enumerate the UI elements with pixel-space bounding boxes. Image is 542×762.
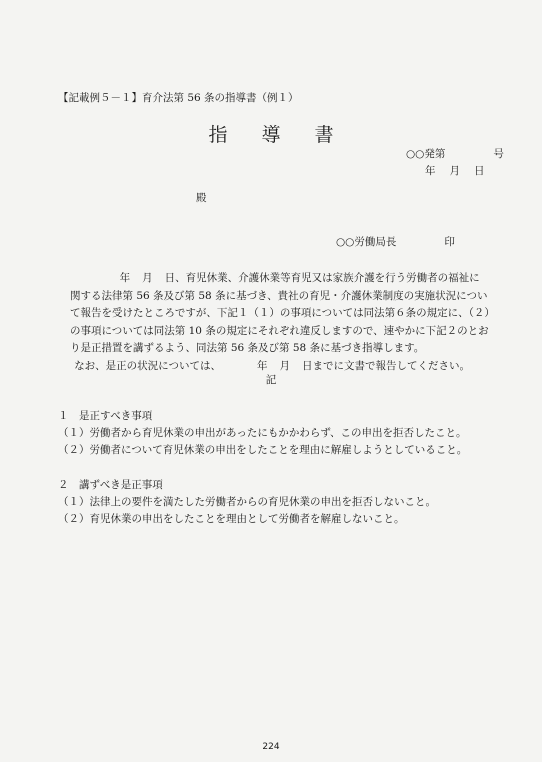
document-date xyxy=(425,163,485,178)
ki-heading: 記 xyxy=(265,374,277,386)
note-post: 日までに文書で報告してください。 xyxy=(301,359,470,372)
addressee: 殿 xyxy=(196,192,207,204)
body-line1: 日、育児休業、介護休業等育児又は家族介護を行う労働者の福祉に関する xyxy=(70,272,480,302)
note-year: 年 xyxy=(256,359,268,372)
note-month: 月 xyxy=(279,359,290,372)
body-rest: 法律第 56 条及び第 58 条に基づき、貴社の育児・介護休業制度の実施状況について報告を受けたところですが、下記１（１）の事項については同法第６条の規定に、（２）の事項については同法第 10 条の規定にそれぞれ違反しますので、速やかに下記２のとおり是正措置を講ずるよう、同法第 56 条及び第 58 条に基づき指導します。 xyxy=(70,289,490,354)
body-paragraph xyxy=(70,270,490,358)
sender-line xyxy=(336,234,455,249)
document-number-prefix: ○○発第 xyxy=(406,148,446,160)
body-year: 年 xyxy=(119,272,131,284)
section-item: （２）育児休業の申出をしたことを理由として労働者を解雇しないこと。 xyxy=(58,513,405,525)
page-number: 224 xyxy=(262,742,280,752)
section-item: （１）法律上の要件を満たした労働者からの育児休業の申出を拒否しないこと。 xyxy=(58,496,436,508)
sender-name: ○○労働局長 xyxy=(336,236,397,248)
document-number xyxy=(406,146,504,161)
date-year: 年 xyxy=(425,165,436,177)
section-heading: １ 是正すべき事項 xyxy=(58,410,153,422)
document-title: 指 導 書 xyxy=(208,124,348,146)
date-day: 日 xyxy=(474,165,485,177)
body-text xyxy=(70,270,490,375)
date-month: 月 xyxy=(449,165,460,177)
seal-mark: 印 xyxy=(444,236,455,248)
section-item: （１）労働者から育児休業の申出があったにもかかわらず、この申出を拒否したこと。 xyxy=(58,427,467,439)
section-item: （２）労働者について育児休業の申出をしたことを理由に解雇しようとしていること。 xyxy=(58,444,468,456)
note-pre: なお、是正の状況については、 xyxy=(74,359,221,372)
body-month: 月 xyxy=(142,272,153,284)
document-number-suffix: 号 xyxy=(493,148,504,160)
section-heading: ２ 講ずべき是正事項 xyxy=(58,479,163,491)
example-label: 【記載例５－１】育介法第 56 条の指導書（例１） xyxy=(58,92,299,104)
